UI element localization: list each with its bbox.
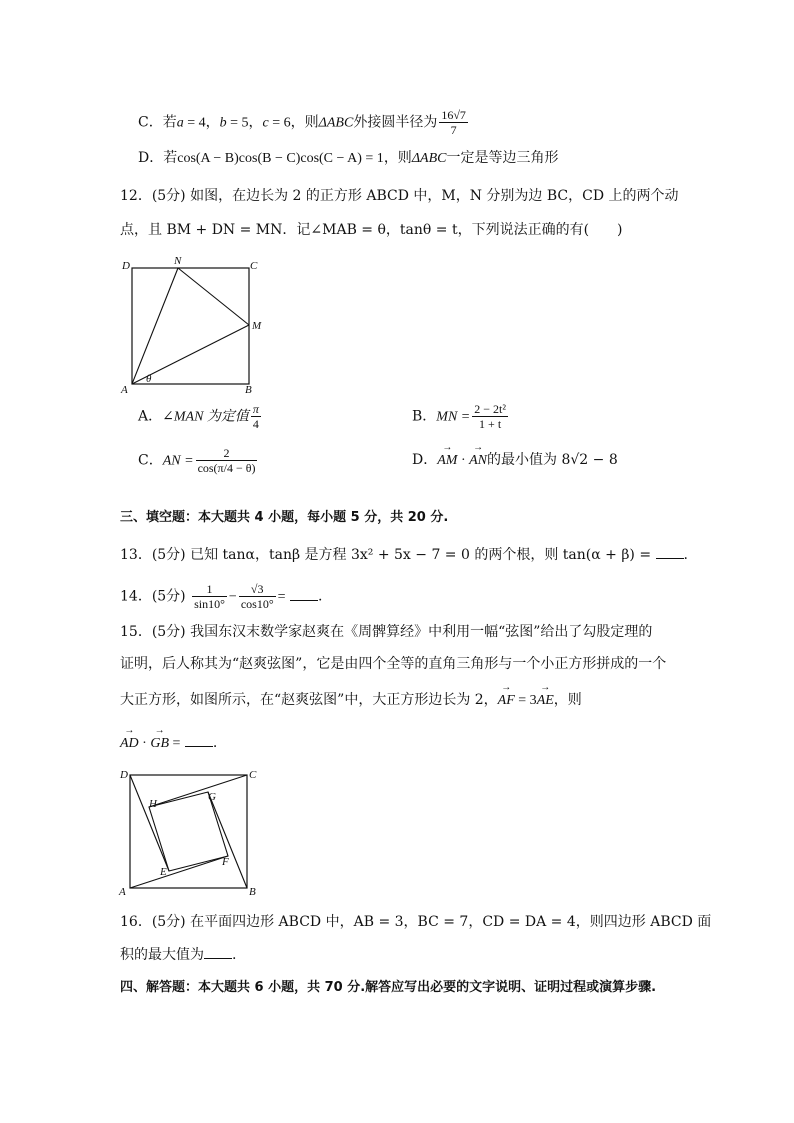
section-3-heading: 三、填空题：本大题共 4 小题，每小题 5 分，共 20 分. xyxy=(120,510,449,525)
fraction-numerator: 16√7 xyxy=(441,108,466,122)
fraction-denominator: 4 xyxy=(252,417,259,431)
fraction-denominator: cos10° xyxy=(240,597,274,611)
math-expression: = 3 xyxy=(514,693,537,708)
question-text: . xyxy=(317,588,323,605)
answer-blank xyxy=(656,546,684,559)
fraction-denominator: 1 + t xyxy=(479,417,502,431)
answer-blank xyxy=(290,588,318,601)
small-square-efgh xyxy=(149,792,228,871)
q15-line-3 xyxy=(120,692,582,710)
segment-af xyxy=(130,856,228,888)
label-d: D xyxy=(122,260,130,272)
question-text: 积的最大值为 xyxy=(120,947,204,963)
fraction-numerator: 2 − 2t² xyxy=(474,402,506,416)
segment-de xyxy=(130,775,169,871)
label-h: H xyxy=(149,798,157,810)
fraction-numerator: π xyxy=(252,402,259,416)
fraction xyxy=(439,108,468,137)
fraction xyxy=(239,582,276,611)
fraction-numerator: 1 xyxy=(192,582,227,597)
math-var: ΔABC xyxy=(318,115,354,131)
q12-square-figure xyxy=(118,255,268,397)
math-var: ΔABC xyxy=(411,151,447,166)
math-var: b xyxy=(219,115,227,131)
label-theta: θ xyxy=(146,373,152,385)
q11-option-d xyxy=(138,150,558,168)
q15-line-1: 15．(5分) 我国东汉末数学家赵爽在《周髀算经》中利用一幅“弦图”给出了勾股定理的 xyxy=(120,624,653,640)
math-expression: MN = xyxy=(436,409,471,425)
fraction-denominator: cos(π/4 − θ) xyxy=(197,461,256,475)
segment-an xyxy=(132,268,178,384)
fraction xyxy=(192,582,227,611)
segment-bg xyxy=(208,792,247,888)
answer-blank xyxy=(204,946,232,959)
vector-ad: → AD xyxy=(120,736,139,753)
option-text: ，则 xyxy=(383,150,412,166)
large-square xyxy=(130,775,247,888)
fraction xyxy=(196,446,258,475)
q16-line-2 xyxy=(120,946,236,964)
label-b: B xyxy=(249,886,256,898)
answer-blank xyxy=(185,734,213,747)
math-expression: cos(A − B)cos(B − C)cos(C − A) = 1 xyxy=(177,151,384,166)
label-f: F xyxy=(222,856,229,868)
fraction-denominator: 7 xyxy=(450,123,457,137)
option-label: D． xyxy=(412,452,438,468)
label-m: M xyxy=(252,320,262,332)
q14 xyxy=(120,582,322,611)
question-text: . xyxy=(232,947,237,963)
option-text: 若 xyxy=(162,114,177,131)
segment-ch xyxy=(149,775,247,807)
question-text: . xyxy=(683,547,688,563)
question-label: 14．(5分) xyxy=(120,588,186,605)
option-label: A． xyxy=(138,408,163,425)
square-abcd xyxy=(132,268,249,384)
segment-mn xyxy=(178,268,249,325)
q12-option-b xyxy=(412,402,510,431)
label-g: G xyxy=(208,791,216,803)
q12-option-c xyxy=(138,446,259,475)
label-b: B xyxy=(245,384,252,396)
option-label: D． xyxy=(138,150,164,166)
math-expression: AN = xyxy=(162,453,194,469)
q12-option-d xyxy=(412,452,618,470)
q16-line-1: 16．(5分) 在平面四边形 ABCD 中，AB = 3，BC = 7，CD = DA = 4，则四边形 ABCD 面 xyxy=(120,914,712,930)
option-label: C． xyxy=(138,452,163,469)
option-label: C． xyxy=(138,114,163,131)
fraction-denominator: sin10° xyxy=(194,597,225,611)
option-text: 若 xyxy=(163,150,178,166)
q15-line-4 xyxy=(120,734,217,753)
q15-zhao-shuang-figure xyxy=(118,765,268,900)
label-c: C xyxy=(249,769,257,781)
option-text: ∠MAN 为定值 xyxy=(162,409,249,425)
option-label: B． xyxy=(412,408,437,425)
vector-af: → AF xyxy=(498,693,515,710)
label-a: A xyxy=(121,384,128,396)
option-text: 的最小值为 8√2 − 8 xyxy=(487,452,618,468)
option-text: = 6，则 xyxy=(268,115,319,131)
q11-option-c xyxy=(138,108,470,137)
question-text: ，则 xyxy=(553,692,582,708)
dot-operator: · xyxy=(138,736,151,751)
label-n: N xyxy=(174,255,182,267)
label-d: D xyxy=(120,769,128,781)
fraction xyxy=(472,402,508,431)
option-text: 外接圆半径为 xyxy=(353,114,438,131)
label-e: E xyxy=(160,866,167,878)
dot-operator: · xyxy=(457,453,470,468)
vector-an: → AN xyxy=(469,453,487,470)
q12-option-a xyxy=(138,402,263,431)
equals-operator: = xyxy=(277,589,286,605)
label-a: A xyxy=(119,886,126,898)
minus-operator: − xyxy=(228,589,237,605)
fraction xyxy=(251,402,261,431)
question-text: 13．(5分) 已知 tanα，tanβ 是方程 3x² + 5x − 7 = 0 的两个根，则 tan(α + β) = xyxy=(120,547,652,563)
math-var: a xyxy=(176,115,184,131)
vector-am: → AM xyxy=(437,453,457,470)
vector-gb: → GB xyxy=(150,736,169,753)
q15-line-2: 证明，后人称其为“赵爽弦图”，它是由四个全等的直角三角形与一个小正方形拼成的一个 xyxy=(120,656,667,672)
q12-line-2: 点，且 BM + DN = MN．记∠MAB = θ，tanθ = t，下列说法正确的有( ) xyxy=(120,222,623,238)
section-4-heading: 四、解答题：本大题共 6 小题，共 70 分.解答应写出必要的文字说明、证明过程或演算步骤. xyxy=(120,980,657,995)
fraction-numerator: √3 xyxy=(239,582,276,597)
option-text: = 4， xyxy=(183,115,220,131)
label-c: C xyxy=(250,260,258,272)
equals-operator: = xyxy=(169,736,181,751)
option-text: = 5， xyxy=(226,115,263,131)
q13 xyxy=(120,546,688,564)
option-text: 一定是等边三角形 xyxy=(446,150,559,166)
q12-line-1: 12．(5分) 如图，在边长为 2 的正方形 ABCD 中，M，N 分别为边 BC，CD 上的两个动 xyxy=(120,188,679,204)
vector-ae: → AE xyxy=(537,693,554,710)
math-var: c xyxy=(262,115,269,131)
question-text: 大正方形，如图所示，在“赵爽弦图”中，大正方形边长为 2， xyxy=(120,692,498,708)
fraction-numerator: 2 xyxy=(196,446,258,461)
question-text: . xyxy=(212,735,218,751)
